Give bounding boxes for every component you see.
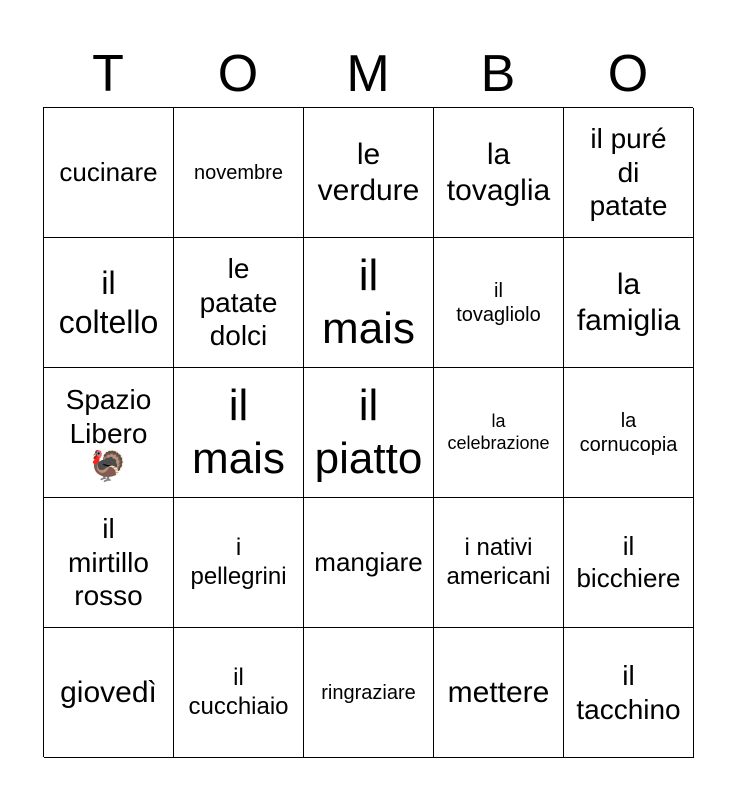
bingo-cell[interactable] [174, 238, 304, 368]
cell-text: novembre [194, 161, 283, 184]
cell-text: il bicchiere [576, 531, 681, 593]
bingo-cell[interactable] [434, 368, 564, 498]
cell-text: cucinare [59, 156, 158, 187]
bingo-cell[interactable] [564, 238, 694, 368]
cell-text: le patate dolci [199, 253, 278, 352]
header-letter-t: T [92, 45, 124, 103]
cell-text: il cucchiaio [188, 663, 289, 720]
header-letter-o2: O [607, 45, 649, 103]
cell-text: la celebrazione [447, 410, 550, 453]
bingo-cell[interactable] [44, 628, 174, 758]
bingo-cell[interactable] [174, 108, 304, 238]
cell-text: il puré di patate [589, 123, 668, 222]
cell-text: il mirtillo rosso [68, 513, 149, 612]
header-letter-b: B [480, 45, 516, 103]
bingo-cell[interactable] [564, 108, 694, 238]
cell-text: ringraziare [321, 681, 416, 704]
header-letter-m: M [346, 45, 390, 103]
bingo-cell[interactable] [564, 368, 694, 498]
cell-text: i pellegrini [190, 533, 287, 590]
cell-text: la cornucopia [579, 409, 678, 456]
bingo-cell[interactable] [44, 238, 174, 368]
bingo-cell[interactable] [304, 368, 434, 498]
free-space-label: Spazio Libero [65, 383, 152, 449]
bingo-cell[interactable] [434, 108, 564, 238]
cell-text: mangiare [314, 546, 423, 577]
header-letter-o: O [217, 45, 259, 103]
bingo-cell[interactable] [174, 498, 304, 628]
cell-text: il mais [192, 380, 285, 483]
bingo-cell[interactable] [564, 628, 694, 758]
bingo-cell[interactable] [304, 498, 434, 628]
bingo-cell[interactable] [304, 238, 434, 368]
cell-text: il piatto [314, 380, 423, 483]
bingo-cell[interactable] [174, 628, 304, 758]
free-space-cell[interactable] [44, 368, 174, 498]
bingo-cell[interactable] [434, 238, 564, 368]
bingo-cell[interactable] [44, 498, 174, 628]
bingo-cell[interactable] [44, 108, 174, 238]
bingo-board [43, 107, 693, 757]
cell-text: il coltello [58, 265, 159, 340]
bingo-cell[interactable] [434, 628, 564, 758]
bingo-header [43, 40, 693, 108]
turkey-icon: 🦃 [89, 450, 128, 484]
bingo-cell[interactable] [304, 108, 434, 238]
cell-text: mettere [447, 675, 550, 709]
bingo-cell[interactable] [304, 628, 434, 758]
cell-text: i nativi americani [446, 533, 551, 590]
cell-text: la famiglia [576, 267, 681, 337]
cell-text: giovedì [60, 675, 157, 709]
cell-text: le verdure [317, 137, 420, 207]
cell-text: il mais [322, 250, 415, 353]
bingo-cell[interactable] [564, 498, 694, 628]
bingo-cell[interactable] [174, 368, 304, 498]
cell-text: la tovaglia [446, 137, 551, 207]
bingo-cell[interactable] [434, 498, 564, 628]
cell-text: il tacchino [576, 659, 681, 725]
cell-text: il tovagliolo [456, 279, 541, 326]
